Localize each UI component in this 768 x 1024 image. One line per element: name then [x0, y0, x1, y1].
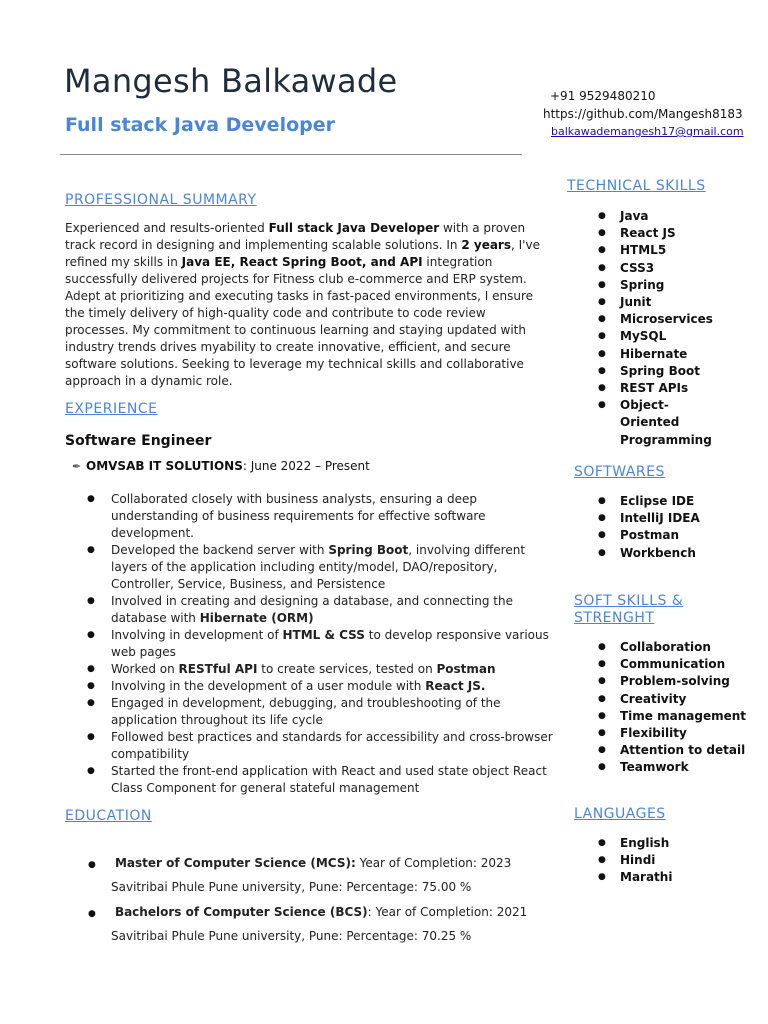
skill-item: ● React JS [574, 225, 754, 242]
skill-item: ● Spring [574, 277, 754, 294]
soft-skills-heading [574, 593, 683, 627]
body-text: to develop responsive various web pages [111, 628, 549, 659]
github-link[interactable]: https://github.com/Mangesh8183 [543, 107, 743, 121]
education-item-1 [88, 856, 511, 870]
skill-item: ● MySQL [574, 328, 754, 345]
languages-heading: LANGUAGES [574, 806, 666, 822]
soft-skill-item: ● Communication [574, 656, 764, 673]
emphasis-text: Java EE, React Spring Boot, and API [181, 255, 423, 269]
softwares-list [574, 493, 754, 562]
education-detail: Savitribai Phule Pune university, Pune: Percentage: 75.00 % [111, 880, 472, 894]
body-text: Experienced and results-oriented [65, 221, 269, 235]
experience-bullet [65, 763, 555, 797]
body-text: Involving in development of [111, 628, 283, 642]
education-item-2 [88, 905, 527, 919]
emphasis-text: Postman [436, 662, 496, 676]
experience-bullet [65, 695, 555, 729]
body-text: Engaged in development, debugging, and troubleshooting of the application throughout its life cycle [111, 696, 501, 727]
software-item: ● Eclipse IDE [574, 493, 754, 510]
email-link[interactable]: balkawademangesh17@gmail.com [551, 125, 744, 138]
emphasis-text: RESTful API [178, 662, 258, 676]
education-degree: Bachelors of Computer Science (BCS) [114, 905, 368, 919]
soft-skill-item: ● Flexibility [574, 725, 764, 742]
software-item: ● IntelliJ IDEA [574, 510, 754, 527]
soft-skill-item: ● Creativity [574, 691, 764, 708]
summary-paragraph [65, 220, 547, 390]
emphasis-text: 2 years [461, 238, 511, 252]
experience-bullet [65, 729, 555, 763]
summary-heading: PROFESSIONAL SUMMARY [65, 192, 257, 208]
body-text: Developed the backend server with [111, 543, 329, 557]
emphasis-text: Spring Boot [328, 543, 409, 557]
body-text: with a proven track record in designing and implementing scalable solutions. In [65, 221, 526, 252]
experience-bullet [65, 491, 555, 542]
body-text: Involved in creating and designing a database, and connecting the database with [111, 594, 513, 625]
experience-bullet [65, 627, 555, 661]
skill-item: ● Spring Boot [574, 363, 754, 380]
softwares-heading: SOFTWARES [574, 464, 665, 480]
soft-skill-item: ● Attention to detail [574, 742, 764, 759]
technical-skills-list [574, 208, 754, 449]
candidate-name: Mangesh Balkawade [64, 62, 398, 100]
body-text: Followed best practices and standards for accessibility and cross-browser compatibility [111, 730, 553, 761]
experience-bullet [65, 661, 555, 678]
body-text: Collaborated closely with business analysts, ensuring a deep understanding of business requirements for effective software development. [111, 492, 486, 540]
education-year: Year of Completion: 2023 [355, 856, 512, 870]
technical-skills-heading: TECHNICAL SKILLS [567, 178, 706, 194]
skill-item: ● Java [574, 208, 754, 225]
skill-item: ● Object-Oriented Programming [574, 397, 720, 449]
emphasis-text: React JS. [425, 679, 486, 693]
skill-item: ● Junit [574, 294, 754, 311]
emphasis-text: Hibernate (ORM) [199, 611, 314, 625]
skill-item: ● Hibernate [574, 346, 754, 363]
phone-number: +91 9529480210 [550, 89, 656, 103]
company-name: OMVSAB IT SOLUTIONS [86, 459, 243, 473]
experience-bullet [65, 593, 555, 627]
soft-skill-item: ● Problem-solving [574, 673, 764, 690]
bullet-icon: ● [88, 860, 96, 870]
skill-item: ● REST APIs [574, 380, 754, 397]
soft-skill-item: ● Time management [574, 708, 764, 725]
skill-item: ● HTML5 [574, 242, 754, 259]
language-item: ● Marathi [574, 869, 754, 886]
body-text: to create services, tested on [257, 662, 437, 676]
body-text: integration successfully delivered projects for Fitness club e-commerce and ERP system. Adept at prioritizing and executing tasks in fast-paced environments, I ensure the timely delivery of high-quality code and contribute to code review processes. My commitment to continuous learning and staying updated with industry trends drives myability to create innovative, efficient, and secure software solutions. Seeking to leverage my technical skills and collaborative approach in a dynamic role. [65, 255, 534, 388]
body-text: , I've refined my skills in [65, 238, 540, 269]
education-year: : Year of Completion: 2021 [367, 905, 528, 919]
skill-item: ● Microservices [574, 311, 754, 328]
company-period: : June 2022 – Present [242, 459, 370, 473]
bullet-icon: ● [88, 909, 96, 919]
education-heading: EDUCATION [65, 808, 152, 824]
pen-nib-icon: ✒ [72, 460, 82, 473]
skill-item: ● CSS3 [574, 260, 754, 277]
soft-skills-heading-line1: SOFT SKILLS & [574, 593, 684, 609]
body-text: , involving different layers of the application including entity/model, DAO/repository, Controller, Service, Business, and Persistence [111, 543, 526, 591]
experience-bullet [65, 542, 555, 593]
experience-bullets [65, 491, 555, 797]
body-text: Worked on [111, 662, 179, 676]
soft-skill-item: ● Collaboration [574, 639, 764, 656]
education-degree: Master of Computer Science (MCS): [114, 856, 356, 870]
languages-list [574, 835, 754, 887]
experience-bullet [65, 678, 555, 695]
job-title: Full stack Java Developer [65, 114, 335, 136]
soft-skills-list [574, 639, 764, 777]
language-item: ● English [574, 835, 754, 852]
emphasis-text: Full stack Java Developer [268, 221, 440, 235]
body-text: Started the front-end application with React and used state object React Class Component for general stateful management [111, 764, 547, 795]
education-detail: Savitribai Phule Pune university, Pune: Percentage: 70.25 % [111, 929, 472, 943]
soft-skills-heading-line2: STRENGHT [574, 610, 655, 626]
software-item: ● Postman [574, 527, 754, 544]
emphasis-text: HTML & CSS [282, 628, 365, 642]
body-text: Involving in the development of a user module with [111, 679, 426, 693]
header-divider [60, 154, 522, 155]
soft-skill-item: ● Teamwork [574, 759, 764, 776]
experience-role: Software Engineer [65, 433, 212, 449]
software-item: ● Workbench [574, 545, 754, 562]
language-item: ● Hindi [574, 852, 754, 869]
experience-company [72, 459, 370, 473]
experience-heading: EXPERIENCE [65, 401, 158, 417]
